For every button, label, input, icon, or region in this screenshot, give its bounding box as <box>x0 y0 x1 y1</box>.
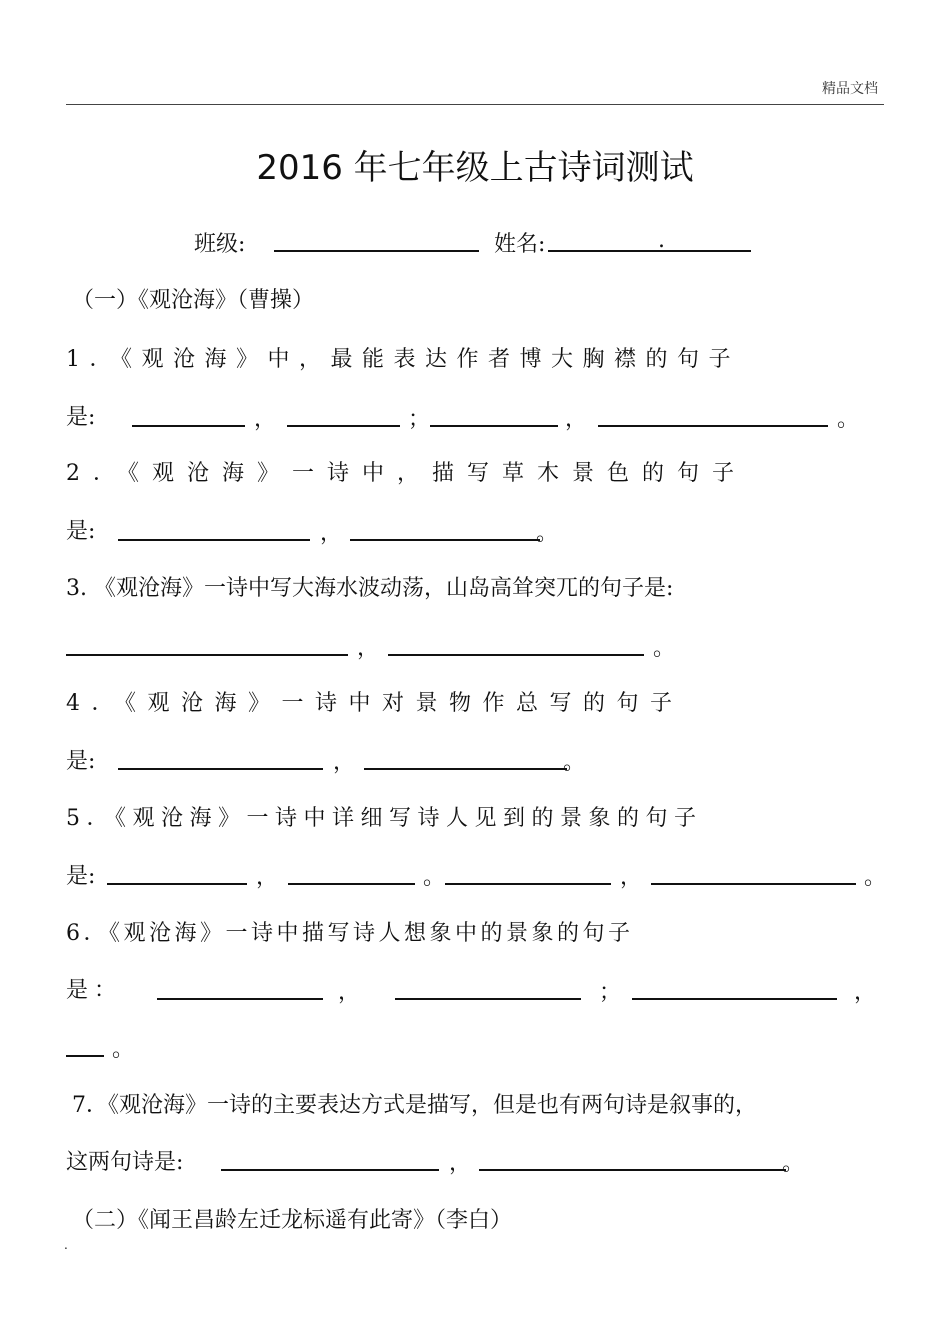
punct-period: 。 <box>536 521 559 546</box>
punct-comma: ， <box>620 865 643 890</box>
answer-blank-1c[interactable] <box>430 425 558 427</box>
question-4-prompt: 4．《观沧海》一诗中对景物作总写的句子 <box>66 691 684 716</box>
question-7-lead: 这两句诗是: <box>66 1150 184 1175</box>
punct-semicolon: ； <box>408 407 431 432</box>
answer-blank-5c[interactable] <box>445 883 611 885</box>
punct-comma: ， <box>449 1151 472 1176</box>
class-field[interactable] <box>274 250 479 252</box>
punct-period: 。 <box>837 407 860 432</box>
question-5-lead: 是: <box>66 864 96 889</box>
answer-blank-7b[interactable] <box>479 1169 786 1171</box>
answer-blank-1d[interactable] <box>598 425 828 427</box>
header-label: 精品文档 <box>822 81 878 97</box>
question-2-prompt: 2．《观沧海》一诗中，描写草木景色的句子 <box>66 461 747 486</box>
section-heading-1: （一）《观沧海》（曹操） <box>72 288 315 313</box>
name-field[interactable] <box>548 250 751 252</box>
question-1-lead: 是: <box>66 405 96 430</box>
punct-period: 。 <box>782 1151 805 1176</box>
punct-period: 。 <box>653 636 676 661</box>
answer-blank-6d[interactable] <box>66 1055 104 1057</box>
question-6-prompt: 6．《观沧海》一诗中描写诗人想象中的景象的句子 <box>66 921 634 946</box>
punct-comma: ， <box>333 750 356 775</box>
name-field-dot: . <box>658 228 665 253</box>
answer-blank-5d[interactable] <box>651 883 856 885</box>
answer-blank-7a[interactable] <box>221 1169 439 1171</box>
punct-period: 。 <box>112 1037 135 1062</box>
question-6-lead: 是： <box>66 978 123 1003</box>
punct-comma: ， <box>338 980 361 1005</box>
answer-blank-3a[interactable] <box>66 654 348 656</box>
answer-blank-4b[interactable] <box>364 768 567 770</box>
question-7-prompt: 7．《观沧海》一诗的主要表达方式是描写，但是也有两句诗是叙事的， <box>72 1093 757 1118</box>
question-2-lead: 是: <box>66 519 96 544</box>
section-heading-2: （二）《闻王昌龄左迁龙标遥有此寄》（李白） <box>72 1208 513 1233</box>
header-rule <box>66 104 884 105</box>
class-label: 班级: <box>194 232 246 257</box>
answer-blank-2b[interactable] <box>350 539 540 541</box>
question-4-lead: 是: <box>66 749 96 774</box>
name-label: 姓名: <box>494 232 546 257</box>
punct-comma: ， <box>357 636 380 661</box>
answer-blank-3b[interactable] <box>388 654 644 656</box>
answer-blank-1a[interactable] <box>132 425 245 427</box>
question-1-prompt: 1．《观沧海》中，最能表达作者博大胸襟的句子 <box>66 347 740 372</box>
punct-comma: ， <box>256 865 279 890</box>
answer-blank-6b[interactable] <box>395 998 581 1000</box>
answer-blank-4a[interactable] <box>118 768 323 770</box>
page-title: 2016 年七年级上古诗词测试 <box>256 148 694 188</box>
punct-period: 。 <box>563 750 586 775</box>
punct-semicolon: ； <box>599 980 622 1005</box>
answer-blank-6c[interactable] <box>632 998 837 1000</box>
answer-blank-5b[interactable] <box>288 883 415 885</box>
answer-blank-6a[interactable] <box>157 998 323 1000</box>
answer-blank-2a[interactable] <box>118 539 310 541</box>
answer-blank-1b[interactable] <box>287 425 400 427</box>
footer-mark: . <box>64 1238 68 1252</box>
punct-comma: ， <box>565 407 588 432</box>
punct-period: 。 <box>423 865 446 890</box>
punct-comma: ， <box>854 980 877 1005</box>
question-3-prompt: 3. 《观沧海》一诗中写大海水波动荡，山岛高耸突兀的句子是: <box>66 576 674 601</box>
punct-comma: ， <box>320 521 343 546</box>
question-5-prompt: 5．《观沧海》一诗中详细写诗人见到的景象的句子 <box>66 806 703 831</box>
punct-comma: ， <box>254 407 277 432</box>
punct-period: 。 <box>864 865 887 890</box>
answer-blank-5a[interactable] <box>107 883 247 885</box>
